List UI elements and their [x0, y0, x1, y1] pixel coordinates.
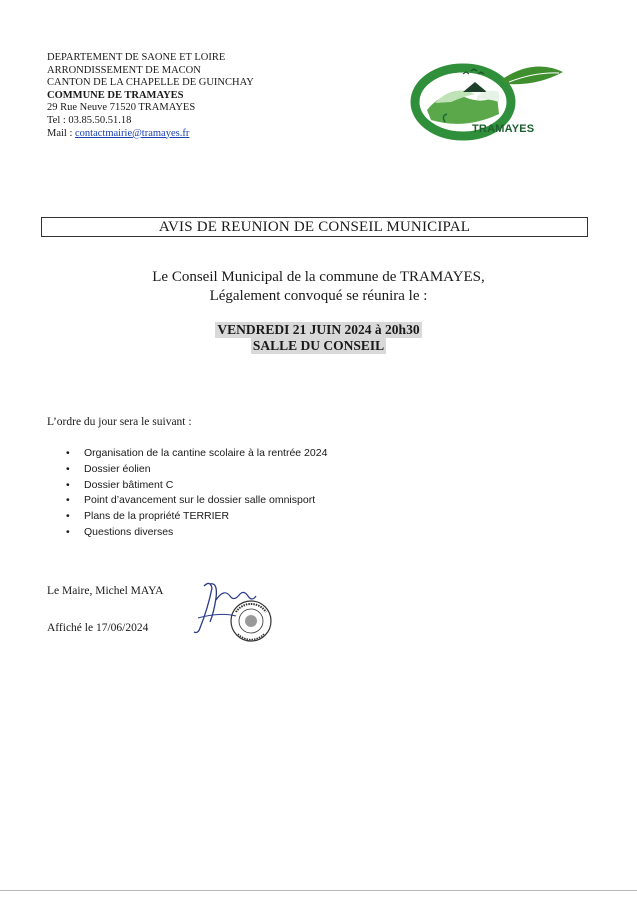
phone-line: Tel : 03.85.50.51.18 [47, 114, 132, 126]
meeting-date: VENDREDI 21 JUIN 2024 à 20h30 [217, 322, 420, 337]
agenda-item: • Organisation de la cantine scolaire à la rentrée 2024 [66, 446, 327, 462]
agenda-intro: L’ordre du jour sera le suivant : [47, 416, 192, 428]
agenda-item: • Point d’avancement sur le dossier salle omnisport [66, 493, 327, 509]
mail-label: Mail : [47, 127, 75, 139]
intro-line-2: Légalement convoqué se réunira le : [209, 288, 428, 304]
canton-line: CANTON DE LA CHAPELLE DE GUINCHAY [47, 77, 254, 89]
mail-line [47, 128, 254, 141]
agenda-item: • Questions diverses [66, 525, 327, 541]
posted-date: Affiché le 17/06/2024 [47, 622, 149, 634]
intro-paragraph [0, 268, 637, 306]
page-bottom-rule [0, 890, 637, 891]
mail-link[interactable]: contactmairie@tramayes.fr [75, 127, 190, 139]
mayor-signature-label: Le Maire, Michel MAYA [47, 585, 164, 597]
meeting-place: SALLE DU CONSEIL [252, 338, 385, 353]
logo-text: TRAMAYES [472, 123, 535, 135]
agenda-item: • Plans de la propriété TERRIER [66, 509, 327, 525]
letterhead [47, 52, 254, 140]
department-line: DEPARTEMENT DE SAONE ET LOIRE [47, 52, 226, 63]
intro-line-1: Le Conseil Municipal de la commune de TRAMAYES, [152, 269, 485, 285]
agenda-item: • Dossier éolien [66, 462, 327, 478]
commune-line: COMMUNE DE TRAMAYES [47, 89, 184, 101]
agenda-list [66, 446, 327, 541]
meeting-info [0, 322, 637, 354]
mairie-stamp-icon [226, 598, 276, 644]
document-title: AVIS DE REUNION DE CONSEIL MUNICIPAL [41, 217, 588, 237]
arrondissement-line: ARRONDISSEMENT DE MACON [47, 64, 201, 76]
address-line: 29 Rue Neuve 71520 TRAMAYES [47, 102, 196, 114]
agenda-item: • Dossier bâtiment C [66, 478, 327, 494]
